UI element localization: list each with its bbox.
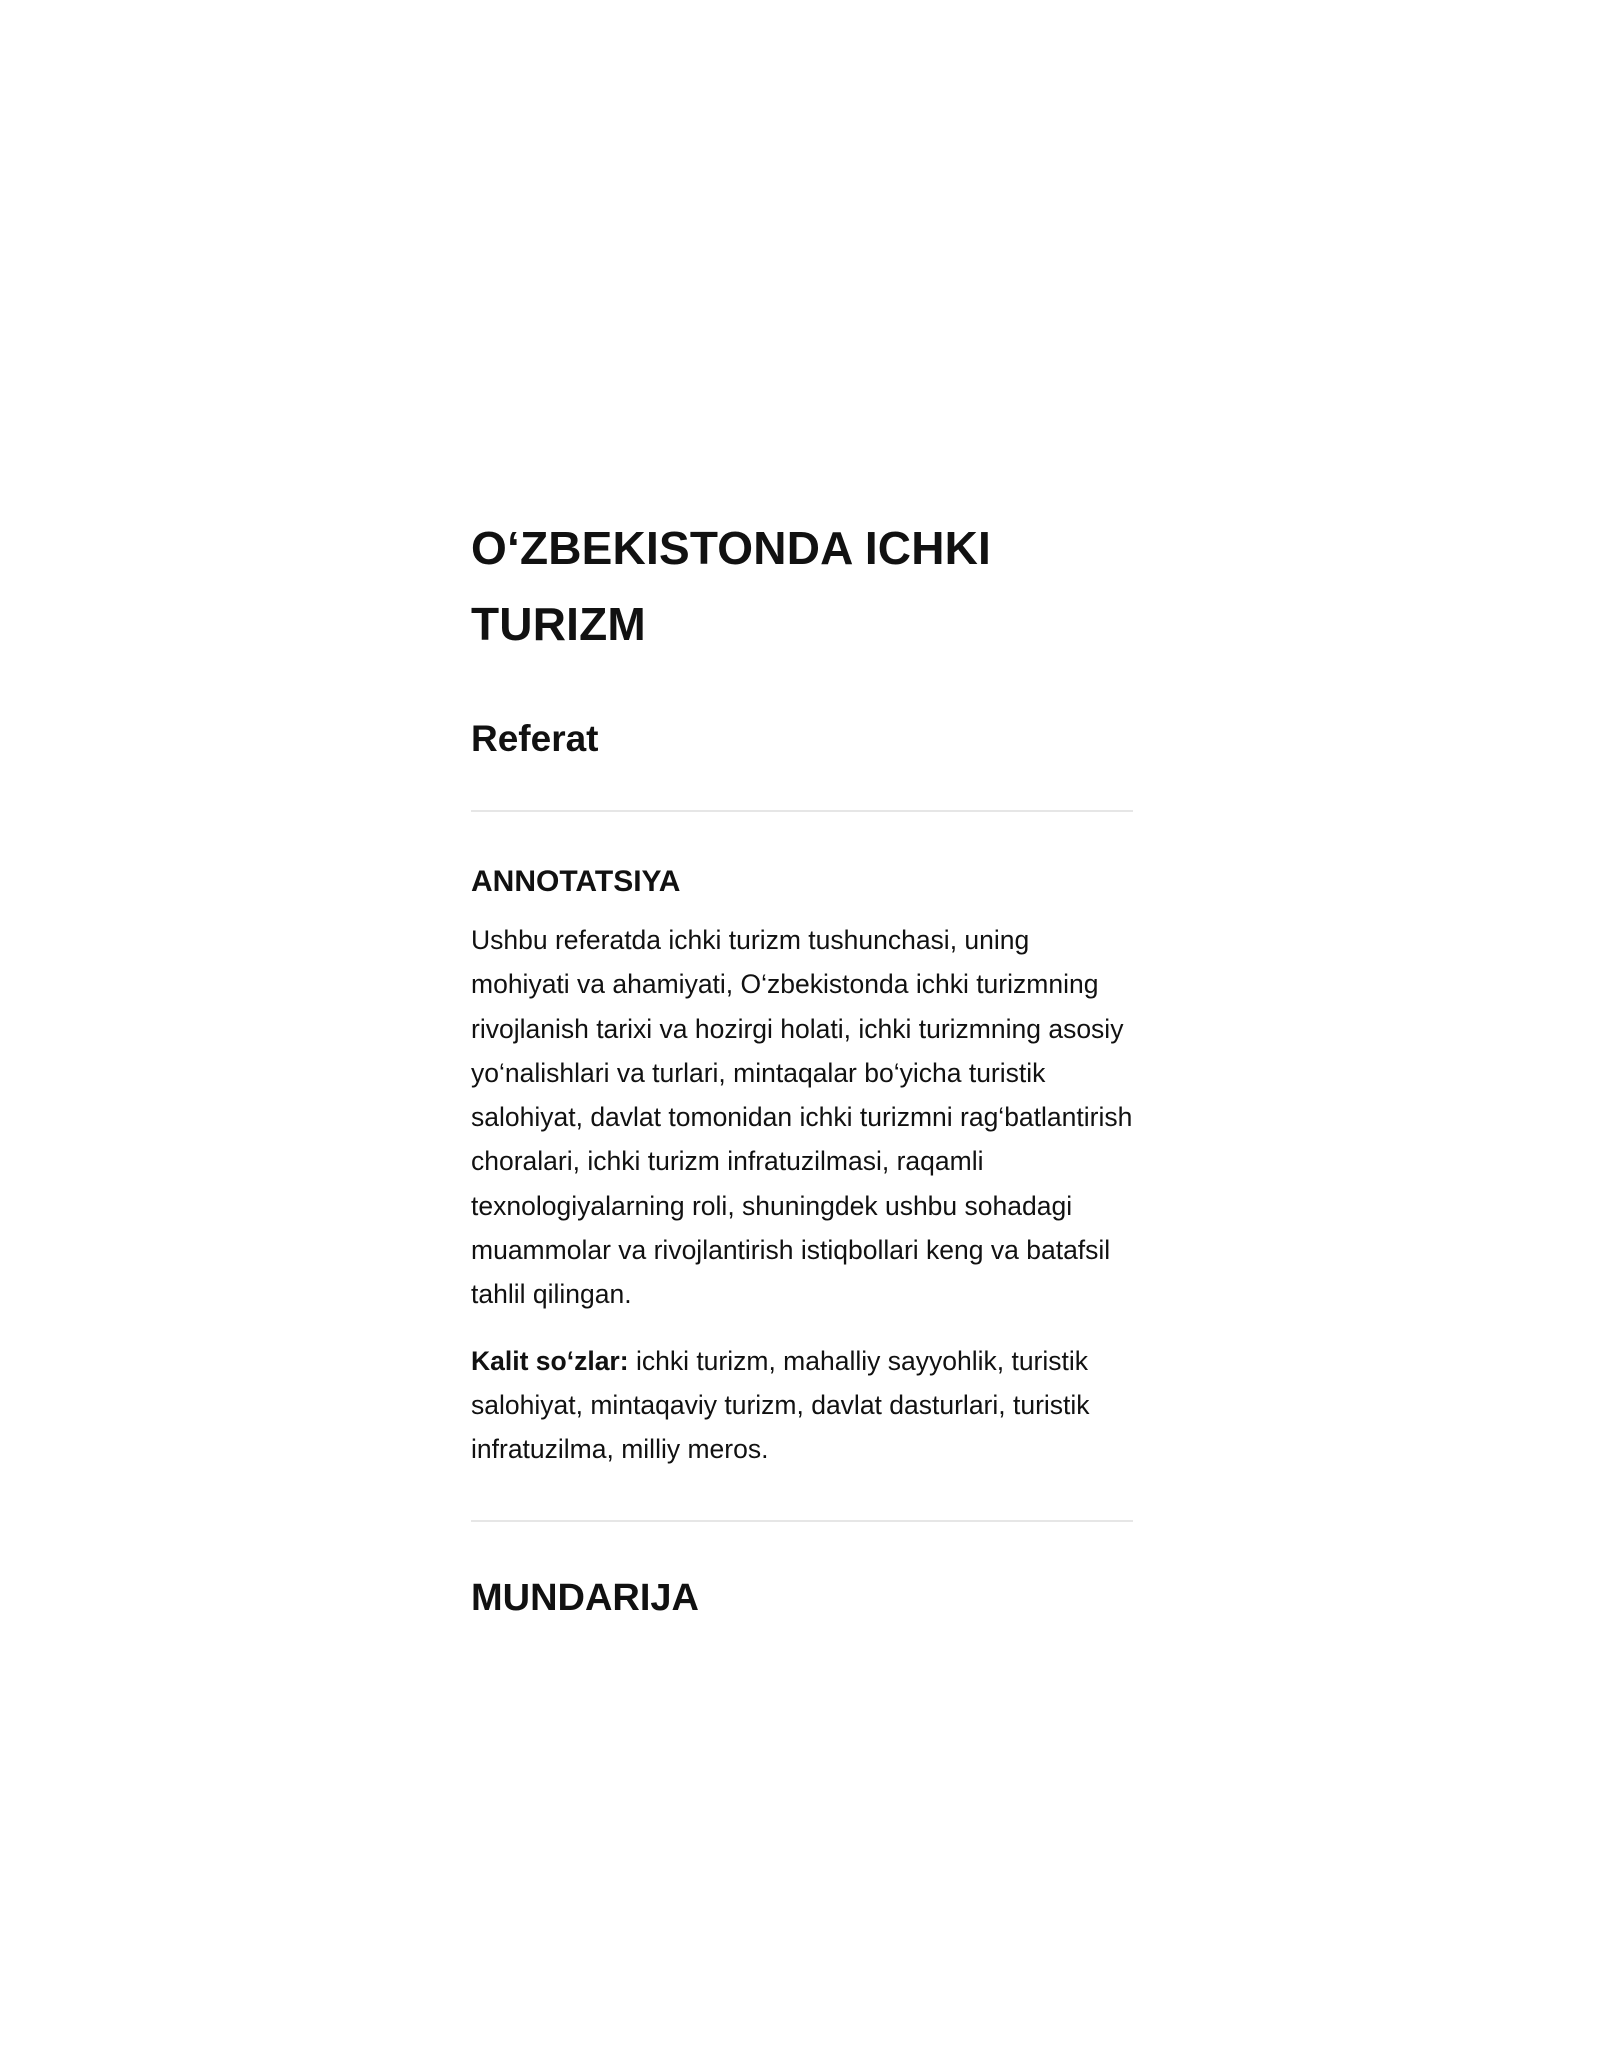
section-divider — [471, 1520, 1133, 1522]
toc-heading: MUNDARIJA — [471, 1576, 699, 1619]
keywords-paragraph — [471, 1339, 1133, 1472]
keywords-text: ichki turizm, mahalliy sayyohlik, turistik salohiyat, mintaqaviy turizm, davlat dasturlari, turistik infratuzilma, milliy meros. — [471, 1345, 1090, 1465]
section-divider — [471, 810, 1133, 812]
keywords-label: Kalit so‘zlar: — [471, 1345, 629, 1376]
abstract-heading: ANNOTATSIYA — [471, 865, 681, 898]
document-subtitle: Referat — [471, 718, 599, 759]
document-title: O‘ZBEKISTONDA ICHKI TURIZM — [471, 522, 992, 650]
document-page — [471, 510, 1133, 1622]
abstract-text: Ushbu referatda ichki turizm tushunchasi, uning mohiyati va ahamiyati, O‘zbekistonda ichki turizmning rivojlanish tarixi va hozirgi holati, ichki turizmning asosiy yo‘nalishlari va turlari, mintaqalar bo‘yicha turistik salohiyat, davlat tomonidan ichki turizmni rag‘batlantirish choralari, ichki turizm infratuzilmasi, raqamli texnologiyalarning roli, shuningdek ushbu sohadagi muammolar va rivojlantirish istiqbollari keng va batafsil tahlil qilingan. — [471, 925, 1133, 1310]
